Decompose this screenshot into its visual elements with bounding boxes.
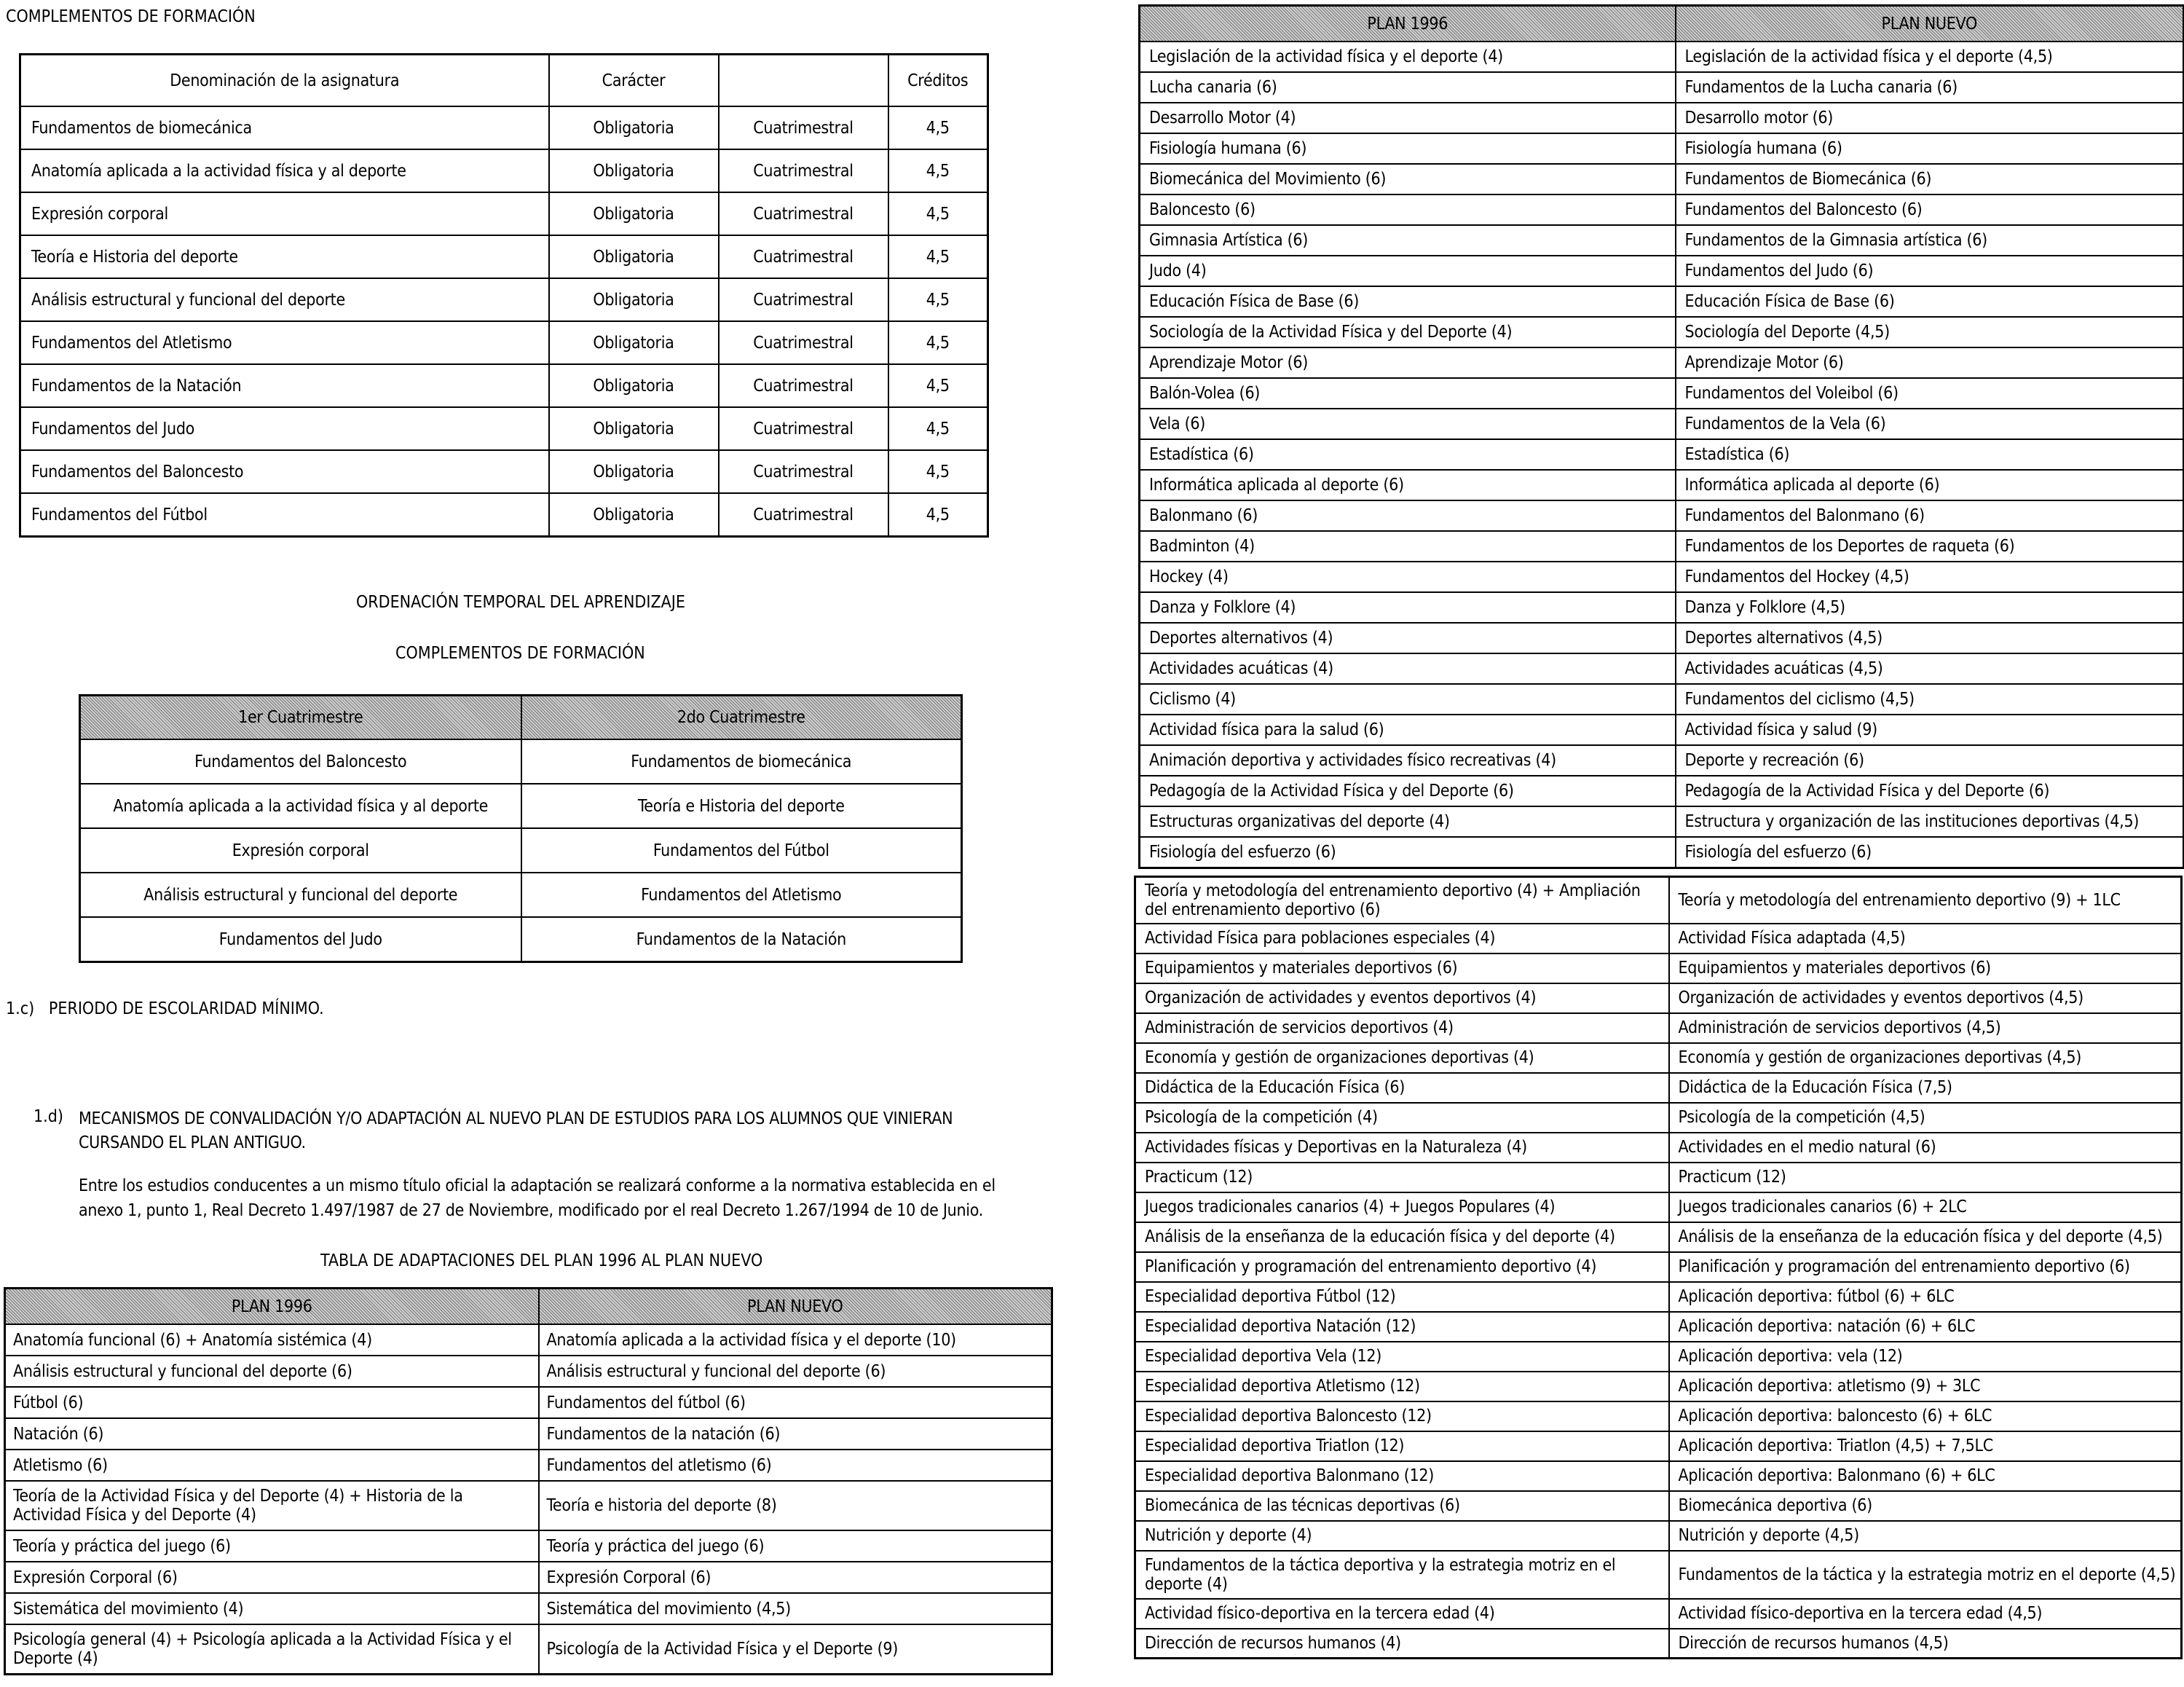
character-cell: Obligatoria: [549, 407, 719, 450]
table-row: [1140, 194, 2184, 225]
plan-nuevo-cell: Fundamentos de los Deportes de raqueta (6): [1676, 531, 2184, 562]
plan-1996-cell: Informática aplicada al deporte (6): [1140, 470, 1676, 500]
column-header-plan-1996-right: PLAN 1996: [1140, 6, 1676, 42]
table-row: [1140, 225, 2184, 256]
plan-nuevo-cell: Psicología de la competición (4,5): [1669, 1103, 2182, 1133]
plan-nuevo-cell: Organización de actividades y eventos deportivos (4,5): [1669, 983, 2182, 1013]
table-row: [20, 235, 988, 278]
plan-1996-cell: Fundamentos de la táctica deportiva y la estrategia motriz en el deporte (4): [1135, 1551, 1669, 1599]
plan-nuevo-cell: Teoría y metodología del entrenamiento deportivo (9) + 1LC: [1669, 877, 2182, 924]
plan-nuevo-cell: Aplicación deportiva: fútbol (6) + 6LC: [1669, 1282, 2182, 1312]
table-row: [1140, 745, 2184, 776]
plan-1996-cell: Ciclismo (4): [1140, 684, 1676, 715]
table-row: [1140, 317, 2184, 347]
table-row: [1140, 42, 2184, 72]
plan-1996-cell: Deportes alternativos (4): [1140, 623, 1676, 653]
table-row: [1140, 103, 2184, 133]
table-row: [5, 1530, 1052, 1562]
column-header-subject: Denominación de la asignatura: [20, 55, 549, 107]
table-row: [1135, 1133, 2182, 1163]
first-semester-cell: Anatomía aplicada a la actividad física y al deporte: [80, 784, 521, 828]
subject-name-cell: Fundamentos del Fútbol: [20, 493, 549, 537]
plan-nuevo-cell: Fundamentos del Judo (6): [1676, 256, 2184, 286]
plan-1996-cell: Especialidad deportiva Baloncesto (12): [1135, 1401, 1669, 1431]
plan-1996-cell: Estructuras organizativas del deporte (4): [1140, 806, 1676, 837]
table-row: [1140, 623, 2184, 653]
table-row: [1140, 378, 2184, 409]
table-row: [1140, 164, 2184, 194]
plan-nuevo-cell: Aplicación deportiva: vela (12): [1669, 1342, 2182, 1372]
table-row: [1140, 470, 2184, 500]
subject-name-cell: Fundamentos del Baloncesto: [20, 450, 549, 493]
plan-1996-cell: Actividades acuáticas (4): [1140, 653, 1676, 684]
column-header-credits: Créditos: [888, 55, 988, 107]
plan-1996-cell: Atletismo (6): [5, 1450, 539, 1481]
column-header-second-semester: 2do Cuatrimestre: [521, 696, 962, 740]
table-row: [80, 873, 962, 917]
plan-1996-cell: Biomecánica de las técnicas deportivas (6): [1135, 1491, 1669, 1521]
plan-1996-cell: Badminton (4): [1140, 531, 1676, 562]
table-row: [1140, 72, 2184, 103]
adaptation-table-right-continued: [1134, 876, 2183, 1659]
table-row: [5, 1450, 1052, 1481]
plan-nuevo-cell: Aplicación deportiva: Triatlon (4,5) + 7,5LC: [1669, 1431, 2182, 1461]
ordering-table-header: [80, 696, 962, 740]
period-cell: Cuatrimestral: [719, 407, 888, 450]
second-semester-cell: Fundamentos de biomecánica: [521, 739, 962, 784]
column-header-period: [719, 55, 888, 107]
subject-name-cell: Anatomía aplicada a la actividad física y al deporte: [20, 149, 549, 192]
character-cell: Obligatoria: [549, 364, 719, 407]
table-row: [1135, 1043, 2182, 1073]
table-row: [20, 493, 988, 537]
plan-1996-cell: Organización de actividades y eventos deportivos (4): [1135, 983, 1669, 1013]
plan-1996-cell: Sociología de la Actividad Física y del Deporte (4): [1140, 317, 1676, 347]
adaptation-table-title: TABLA DE ADAPTACIONES DEL PLAN 1996 AL PLAN NUEVO: [320, 1251, 763, 1270]
section-title: COMPLEMENTOS DE FORMACIÓN: [6, 7, 256, 26]
table-row: [1135, 1342, 2182, 1372]
period-cell: Cuatrimestral: [719, 106, 888, 149]
credits-cell: 4,5: [888, 407, 988, 450]
section-1d-title: MECANISMOS DE CONVALIDACIÓN Y/O ADAPTACIÓN AL NUEVO PLAN DE ESTUDIOS PARA LOS ALUMNOS QUE VINIERAN CURSANDO EL PLAN ANTIGUO.: [79, 1109, 953, 1152]
table-row: [1140, 286, 2184, 317]
plan-nuevo-cell: Danza y Folklore (4,5): [1676, 592, 2184, 623]
character-cell: Obligatoria: [549, 149, 719, 192]
plan-nuevo-cell: Deporte y recreación (6): [1676, 745, 2184, 776]
subjects-table-header: [20, 55, 988, 107]
plan-1996-cell: Actividad físico-deportiva en la tercera edad (4): [1135, 1599, 1669, 1629]
table-row: [1135, 924, 2182, 953]
credits-cell: 4,5: [888, 149, 988, 192]
character-cell: Obligatoria: [549, 192, 719, 235]
table-row: [1140, 653, 2184, 684]
table-row: [1140, 837, 2184, 868]
plan-nuevo-cell: Estadística (6): [1676, 439, 2184, 470]
plan-nuevo-cell: Actividad físico-deportiva en la tercera edad (4,5): [1669, 1599, 2182, 1629]
plan-1996-cell: Expresión Corporal (6): [5, 1562, 539, 1593]
first-semester-cell: Fundamentos del Baloncesto: [80, 739, 521, 784]
plan-nuevo-cell: Fisiología del esfuerzo (6): [1676, 837, 2184, 868]
table-row: [1135, 1431, 2182, 1461]
table-row: [1135, 1599, 2182, 1629]
plan-nuevo-cell: Actividad Física adaptada (4,5): [1669, 924, 2182, 953]
table-row: [1140, 439, 2184, 470]
ordering-table: [79, 694, 963, 963]
plan-nuevo-cell: Didáctica de la Educación Física (7,5): [1669, 1073, 2182, 1103]
character-cell: Obligatoria: [549, 450, 719, 493]
plan-nuevo-cell: Informática aplicada al deporte (6): [1676, 470, 2184, 500]
column-header-plan-1996: PLAN 1996: [5, 1289, 539, 1325]
table-row: [1140, 715, 2184, 745]
ordering-subtitle: COMPLEMENTOS DE FORMACIÓN: [395, 644, 645, 663]
period-cell: Cuatrimestral: [719, 321, 888, 364]
table-row: [1140, 347, 2184, 378]
table-row: [80, 828, 962, 873]
plan-1996-cell: Especialidad deportiva Fútbol (12): [1135, 1282, 1669, 1312]
plan-1996-cell: Lucha canaria (6): [1140, 72, 1676, 103]
adaptation-paragraph: Entre los estudios conducentes a un mismo título oficial la adaptación se realizará conforme a la normativa establecida en el anexo 1, punto 1, Real Decreto 1.497/1987 de 27 de Noviembre, modificado por el real Decreto 1.267/1994 de 10 de Junio.: [79, 1176, 996, 1220]
table-row: [5, 1356, 1052, 1387]
table-row: [1140, 500, 2184, 531]
plan-nuevo-cell: Fundamentos del fútbol (6): [539, 1387, 1052, 1418]
character-cell: Obligatoria: [549, 278, 719, 321]
table-row: [1135, 1401, 2182, 1431]
plan-1996-cell: Análisis de la enseñanza de la educación física y del deporte (4): [1135, 1222, 1669, 1252]
section-1d-number: 1.d): [33, 1107, 63, 1126]
credits-cell: 4,5: [888, 321, 988, 364]
table-row: [1140, 133, 2184, 164]
character-cell: Obligatoria: [549, 321, 719, 364]
plan-1996-cell: Legislación de la actividad física y el deporte (4): [1140, 42, 1676, 72]
credits-cell: 4,5: [888, 450, 988, 493]
plan-1996-cell: Aprendizaje Motor (6): [1140, 347, 1676, 378]
plan-nuevo-cell: Aplicación deportiva: natación (6) + 6LC: [1669, 1312, 2182, 1342]
plan-nuevo-cell: Deportes alternativos (4,5): [1676, 623, 2184, 653]
subject-name-cell: Fundamentos de biomecánica: [20, 106, 549, 149]
plan-nuevo-cell: Equipamientos y materiales deportivos (6): [1669, 953, 2182, 983]
plan-1996-cell: Especialidad deportiva Vela (12): [1135, 1342, 1669, 1372]
plan-1996-cell: Teoría y práctica del juego (6): [5, 1530, 539, 1562]
plan-nuevo-cell: Psicología de la Actividad Física y el Deporte (9): [539, 1624, 1052, 1674]
plan-1996-cell: Estadística (6): [1140, 439, 1676, 470]
plan-1996-cell: Especialidad deportiva Atletismo (12): [1135, 1372, 1669, 1401]
table-row: [1140, 562, 2184, 592]
column-header-character: Carácter: [549, 55, 719, 107]
section-1c: 1.c) PERIODO DE ESCOLARIDAD MÍNIMO.: [6, 999, 324, 1018]
plan-1996-cell: Anatomía funcional (6) + Anatomía sistémica (4): [5, 1324, 539, 1356]
table-row: [20, 364, 988, 407]
table-row: [1140, 409, 2184, 439]
period-cell: Cuatrimestral: [719, 278, 888, 321]
plan-1996-cell: Nutrición y deporte (4): [1135, 1521, 1669, 1551]
table-row: [1135, 1372, 2182, 1401]
plan-1996-cell: Animación deportiva y actividades físico recreativas (4): [1140, 745, 1676, 776]
credits-cell: 4,5: [888, 235, 988, 278]
plan-nuevo-cell: Actividad física y salud (9): [1676, 715, 2184, 745]
table-row: [20, 450, 988, 493]
period-cell: Cuatrimestral: [719, 493, 888, 537]
first-semester-cell: Expresión corporal: [80, 828, 521, 873]
second-semester-cell: Teoría e Historia del deporte: [521, 784, 962, 828]
table-row: [5, 1387, 1052, 1418]
table-row: [1140, 256, 2184, 286]
plan-nuevo-cell: Aprendizaje Motor (6): [1676, 347, 2184, 378]
table-row: [80, 739, 962, 784]
plan-nuevo-cell: Aplicación deportiva: atletismo (9) + 3LC: [1669, 1372, 2182, 1401]
plan-1996-cell: Natación (6): [5, 1418, 539, 1450]
plan-nuevo-cell: Sociología del Deporte (4,5): [1676, 317, 2184, 347]
plan-nuevo-cell: Fundamentos del Balonmano (6): [1676, 500, 2184, 531]
table-row: [1135, 983, 2182, 1013]
table-row: [20, 321, 988, 364]
plan-1996-cell: Didáctica de la Educación Física (6): [1135, 1073, 1669, 1103]
plan-nuevo-cell: Juegos tradicionales canarios (6) + 2LC: [1669, 1192, 2182, 1222]
column-header-plan-nuevo: PLAN NUEVO: [539, 1289, 1052, 1325]
plan-nuevo-cell: Teoría y práctica del juego (6): [539, 1530, 1052, 1562]
plan-1996-cell: Baloncesto (6): [1140, 194, 1676, 225]
credits-cell: 4,5: [888, 192, 988, 235]
plan-1996-cell: Psicología general (4) + Psicología aplicada a la Actividad Física y el Deporte (4): [5, 1624, 539, 1674]
plan-1996-cell: Actividad Física para poblaciones especiales (4): [1135, 924, 1669, 953]
character-cell: Obligatoria: [549, 235, 719, 278]
table-row: [1135, 1013, 2182, 1043]
subject-name-cell: Análisis estructural y funcional del deporte: [20, 278, 549, 321]
table-row: [1135, 1551, 2182, 1599]
table-row: [1135, 1521, 2182, 1551]
table-row: [1140, 531, 2184, 562]
subject-name-cell: Fundamentos del Atletismo: [20, 321, 549, 364]
plan-1996-cell: Teoría y metodología del entrenamiento deportivo (4) + Ampliación del entrenamiento deportivo (6): [1135, 877, 1669, 924]
table-row: [5, 1562, 1052, 1593]
plan-nuevo-cell: Fundamentos de la Gimnasia artística (6): [1676, 225, 2184, 256]
plan-nuevo-cell: Actividades en el medio natural (6): [1669, 1133, 2182, 1163]
plan-nuevo-cell: Fundamentos del Hockey (4,5): [1676, 562, 2184, 592]
plan-nuevo-cell: Educación Física de Base (6): [1676, 286, 2184, 317]
plan-nuevo-cell: Análisis de la enseñanza de la educación física y del deporte (4,5): [1669, 1222, 2182, 1252]
plan-1996-cell: Economía y gestión de organizaciones deportivas (4): [1135, 1043, 1669, 1073]
period-cell: Cuatrimestral: [719, 192, 888, 235]
table-row: [1135, 1103, 2182, 1133]
plan-nuevo-cell: Aplicación deportiva: Balonmano (6) + 6LC: [1669, 1461, 2182, 1491]
table-row: [5, 1418, 1052, 1450]
plan-1996-cell: Juegos tradicionales canarios (4) + Juegos Populares (4): [1135, 1192, 1669, 1222]
plan-nuevo-cell: Actividades acuáticas (4,5): [1676, 653, 2184, 684]
table-row: [1135, 1163, 2182, 1192]
period-cell: Cuatrimestral: [719, 149, 888, 192]
table-row: [1135, 1491, 2182, 1521]
plan-1996-cell: Especialidad deportiva Natación (12): [1135, 1312, 1669, 1342]
credits-cell: 4,5: [888, 106, 988, 149]
plan-nuevo-cell: Anatomía aplicada a la actividad física y el deporte (10): [539, 1324, 1052, 1356]
table-row: [20, 106, 988, 149]
period-cell: Cuatrimestral: [719, 450, 888, 493]
plan-1996-cell: Planificación y programación del entrenamiento deportivo (4): [1135, 1252, 1669, 1282]
table-row: [5, 1593, 1052, 1624]
plan-nuevo-cell: Fundamentos del Voleibol (6): [1676, 378, 2184, 409]
adaptation-table-right-header: [1140, 6, 2184, 42]
table-row: [1135, 1252, 2182, 1282]
second-semester-cell: Fundamentos de la Natación: [521, 917, 962, 962]
table-row: [1135, 877, 2182, 924]
character-cell: Obligatoria: [549, 106, 719, 149]
plan-1996-cell: Desarrollo Motor (4): [1140, 103, 1676, 133]
plan-1996-cell: Psicología de la competición (4): [1135, 1103, 1669, 1133]
table-row: [20, 407, 988, 450]
plan-nuevo-cell: Fundamentos de la natación (6): [539, 1418, 1052, 1450]
adaptation-table-left: [4, 1287, 1053, 1675]
plan-nuevo-cell: Economía y gestión de organizaciones deportivas (4,5): [1669, 1043, 2182, 1073]
second-semester-cell: Fundamentos del Fútbol: [521, 828, 962, 873]
plan-1996-cell: Actividad física para la salud (6): [1140, 715, 1676, 745]
plan-1996-cell: Vela (6): [1140, 409, 1676, 439]
plan-nuevo-cell: Fundamentos de la táctica y la estrategia motriz en el deporte (4,5): [1669, 1551, 2182, 1599]
table-row: [20, 192, 988, 235]
plan-nuevo-cell: Aplicación deportiva: baloncesto (6) + 6LC: [1669, 1401, 2182, 1431]
plan-1996-cell: Danza y Folklore (4): [1140, 592, 1676, 623]
plan-nuevo-cell: Legislación de la actividad física y el deporte (4,5): [1676, 42, 2184, 72]
plan-1996-cell: Gimnasia Artística (6): [1140, 225, 1676, 256]
plan-nuevo-cell: Pedagogía de la Actividad Física y del Deporte (6): [1676, 776, 2184, 806]
table-row: [1135, 1461, 2182, 1491]
table-row: [1140, 776, 2184, 806]
table-row: [80, 784, 962, 828]
adaptation-table-left-header: [5, 1289, 1052, 1325]
plan-nuevo-cell: Desarrollo motor (6): [1676, 103, 2184, 133]
plan-1996-cell: Sistemática del movimiento (4): [5, 1593, 539, 1624]
plan-nuevo-cell: Fundamentos de la Lucha canaria (6): [1676, 72, 2184, 103]
plan-1996-cell: Equipamientos y materiales deportivos (6): [1135, 953, 1669, 983]
subject-name-cell: Fundamentos del Judo: [20, 407, 549, 450]
table-row: [1135, 1629, 2182, 1659]
plan-1996-cell: Especialidad deportiva Balonmano (12): [1135, 1461, 1669, 1491]
column-header-plan-nuevo-right: PLAN NUEVO: [1676, 6, 2184, 42]
plan-nuevo-cell: Fundamentos de la Vela (6): [1676, 409, 2184, 439]
period-cell: Cuatrimestral: [719, 235, 888, 278]
subject-name-cell: Fundamentos de la Natación: [20, 364, 549, 407]
plan-1996-cell: Dirección de recursos humanos (4): [1135, 1629, 1669, 1659]
plan-nuevo-cell: Fundamentos del atletismo (6): [539, 1450, 1052, 1481]
plan-1996-cell: Actividades físicas y Deportivas en la Naturaleza (4): [1135, 1133, 1669, 1163]
plan-1996-cell: Administración de servicios deportivos (4): [1135, 1013, 1669, 1043]
second-semester-cell: Fundamentos del Atletismo: [521, 873, 962, 917]
plan-nuevo-cell: Fundamentos del Baloncesto (6): [1676, 194, 2184, 225]
plan-1996-cell: Teoría de la Actividad Física y del Deporte (4) + Historia de la Actividad Física y del Deporte (4): [5, 1481, 539, 1530]
plan-1996-cell: Educación Física de Base (6): [1140, 286, 1676, 317]
first-semester-cell: Análisis estructural y funcional del deporte: [80, 873, 521, 917]
plan-1996-cell: Balonmano (6): [1140, 500, 1676, 531]
table-row: [20, 149, 988, 192]
credits-cell: 4,5: [888, 278, 988, 321]
plan-nuevo-cell: Dirección de recursos humanos (4,5): [1669, 1629, 2182, 1659]
plan-1996-cell: Fisiología del esfuerzo (6): [1140, 837, 1676, 868]
plan-1996-cell: Practicum (12): [1135, 1163, 1669, 1192]
plan-nuevo-cell: Practicum (12): [1669, 1163, 2182, 1192]
table-row: [5, 1481, 1052, 1530]
column-header-first-semester: 1er Cuatrimestre: [80, 696, 521, 740]
plan-nuevo-cell: Fundamentos del ciclismo (4,5): [1676, 684, 2184, 715]
credits-cell: 4,5: [888, 364, 988, 407]
period-cell: Cuatrimestral: [719, 364, 888, 407]
plan-1996-cell: Análisis estructural y funcional del deporte (6): [5, 1356, 539, 1387]
table-row: [20, 278, 988, 321]
plan-1996-cell: Judo (4): [1140, 256, 1676, 286]
plan-1996-cell: Especialidad deportiva Triatlon (12): [1135, 1431, 1669, 1461]
plan-1996-cell: Biomecánica del Movimiento (6): [1140, 164, 1676, 194]
character-cell: Obligatoria: [549, 493, 719, 537]
adaptation-table-right: [1138, 4, 2184, 869]
plan-nuevo-cell: Sistemática del movimiento (4,5): [539, 1593, 1052, 1624]
plan-nuevo-cell: Estructura y organización de las instituciones deportivas (4,5): [1676, 806, 2184, 837]
plan-nuevo-cell: Fundamentos de Biomecánica (6): [1676, 164, 2184, 194]
table-row: [1135, 1073, 2182, 1103]
table-row: [5, 1624, 1052, 1674]
table-row: [1140, 592, 2184, 623]
plan-1996-cell: Pedagogía de la Actividad Física y del Deporte (6): [1140, 776, 1676, 806]
plan-nuevo-cell: Fisiología humana (6): [1676, 133, 2184, 164]
subject-name-cell: Expresión corporal: [20, 192, 549, 235]
table-row: [1135, 1312, 2182, 1342]
subject-name-cell: Teoría e Historia del deporte: [20, 235, 549, 278]
table-row: [1140, 684, 2184, 715]
plan-nuevo-cell: Teoría e historia del deporte (8): [539, 1481, 1052, 1530]
plan-1996-cell: Fútbol (6): [5, 1387, 539, 1418]
plan-nuevo-cell: Expresión Corporal (6): [539, 1562, 1052, 1593]
table-row: [1135, 1282, 2182, 1312]
ordering-title: ORDENACIÓN TEMPORAL DEL APRENDIZAJE: [356, 593, 685, 612]
subjects-table: [19, 53, 989, 538]
table-row: [5, 1324, 1052, 1356]
table-row: [80, 917, 962, 962]
table-row: [1140, 806, 2184, 837]
plan-1996-cell: Hockey (4): [1140, 562, 1676, 592]
table-row: [1135, 1222, 2182, 1252]
plan-nuevo-cell: Análisis estructural y funcional del deporte (6): [539, 1356, 1052, 1387]
plan-1996-cell: Fisiología humana (6): [1140, 133, 1676, 164]
table-row: [1135, 1192, 2182, 1222]
first-semester-cell: Fundamentos del Judo: [80, 917, 521, 962]
plan-nuevo-cell: Nutrición y deporte (4,5): [1669, 1521, 2182, 1551]
table-row: [1135, 953, 2182, 983]
credits-cell: 4,5: [888, 493, 988, 537]
plan-nuevo-cell: Planificación y programación del entrenamiento deportivo (6): [1669, 1252, 2182, 1282]
plan-nuevo-cell: Administración de servicios deportivos (4,5): [1669, 1013, 2182, 1043]
plan-nuevo-cell: Biomecánica deportiva (6): [1669, 1491, 2182, 1521]
plan-1996-cell: Balón-Volea (6): [1140, 378, 1676, 409]
